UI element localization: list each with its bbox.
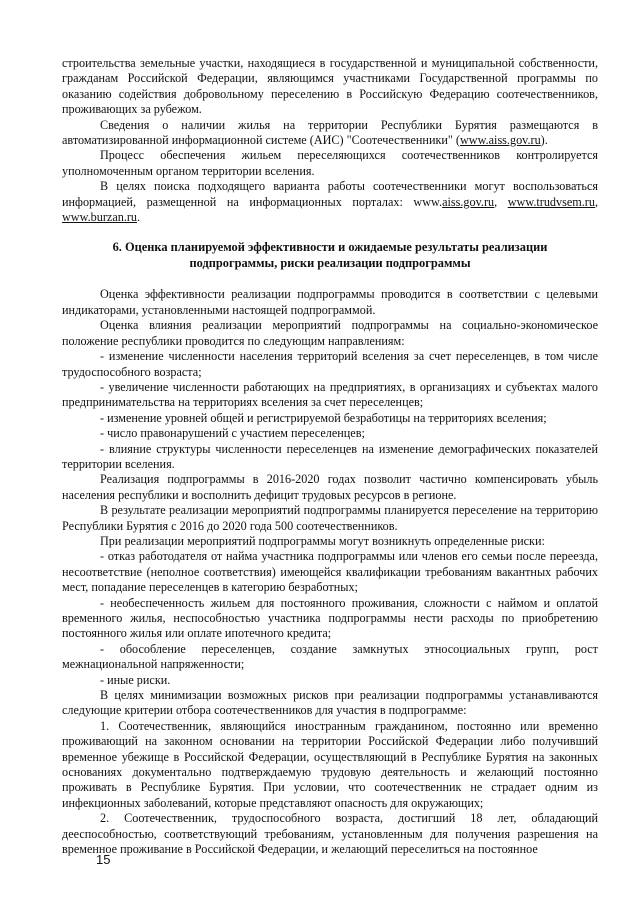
aiss-portal-link[interactable]: aiss.gov.ru: [442, 194, 495, 209]
body-paragraph: При реализации мероприятий подпрограммы могут возникнуть определенные риски:: [100, 533, 545, 548]
paragraph-land: строительства земельные участки, находящиеся в государственной и муниципальной собственности, гражданам Российской Федерации, являющимся участниками Государственной программы по оказанию содействия добровольному переселению в Российскую Федерацию соотечественников, проживающих за рубежом.: [62, 56, 598, 117]
list-item: - необеспеченность жильем для постоянного проживания, сложности с наймом и оплатой временного жилья, неспособностью участника подпрограммы нести расходы по приобретению постоянного жилья или оплате ипотечного кредита;: [62, 595, 598, 641]
body-paragraph: В результате реализации мероприятий подпрограммы планируется переселение на территорию Республики Бурятия с 2016 до 2020 года 500 соотечественников.: [62, 503, 598, 533]
list-item: - увеличение численности работающих на предприятиях, в организациях и субъектах малого предпринимательства на территориях вселения за счет переселенцев;: [62, 379, 598, 410]
section-heading-line1: 6. Оценка планируемой эффективности и ожидаемые результаты реализации: [112, 240, 548, 255]
period: .: [137, 210, 141, 225]
burzan-link[interactable]: www.burzan.ru: [62, 210, 138, 225]
paragraph-job-search: [62, 179, 598, 225]
body-paragraph: Оценка влияния реализации мероприятий подпрограммы на социально-экономическое положение республики проводится по следующим направлениям:: [62, 318, 598, 348]
separator: ,: [594, 194, 598, 209]
paragraph-housing-control: Процесс обеспечения жильем переселяющихся соотечественников контролируется уполномоченным органом территории вселения.: [62, 148, 598, 178]
page-number: 15: [96, 852, 111, 867]
list-item: - влияние структуры численности переселенцев на изменение демографических показателей территории вселения.: [62, 441, 598, 471]
criteria-item: 1. Соотечественник, являющийся иностранным гражданином, постоянно или временно проживающий на законном основании на территории Российской Федерации либо получивший временное убежище в Российской Федерации, осуществляющий в Республике Бурятия на законных основаниях документально подтверждаемую трудовую деятельность и желающий постоянно проживать в Республике Бурятия. При условии, что соотечественник не страдает одним из инфекционных заболеваний, которые представляют опасность для окружающих;: [62, 718, 598, 810]
paragraph-housing-info: [62, 118, 598, 149]
list-item: - обособление переселенцев, создание замкнутых этносоциальных групп, рост межнациональной напряженности;: [62, 641, 598, 672]
list-item: - изменение численности населения территорий вселения за счет переселенцев, в том числе трудоспособного возраста;: [62, 349, 598, 379]
section-heading-line2: подпрограммы, риски реализации подпрограммы: [189, 256, 471, 271]
body-paragraph: Реализация подпрограммы в 2016-2020 годах позволит частично компенсировать убыль населения республики и восполнить дефицит трудовых ресурсов в регионе.: [62, 472, 598, 502]
job-search-text: В целях поиска подходящего варианта работы соотечественники могут воспользоваться информацией, размещенной на информационных порталах: www.: [62, 179, 598, 209]
list-item: - изменение уровней общей и регистрируемой безработицы на территориях вселения;: [100, 410, 547, 425]
section-heading: [62, 239, 598, 271]
housing-text-end: ).: [540, 133, 548, 148]
housing-text: Сведения о наличии жилья на территории Республики Бурятия размещаются в автоматизированной информационной системе (АИС) "Соотечественники" (: [62, 117, 598, 148]
aiss-link[interactable]: www.aiss.gov.ru: [459, 133, 541, 148]
separator: ,: [494, 194, 508, 209]
list-item: - иные риски.: [100, 672, 171, 687]
document-page: [62, 56, 598, 858]
list-item: - отказ работодателя от найма участника подпрограммы или членов его семьи после переезда, несоответствие (неполное соответствия) имеющейся квалификации требованиям вакантных рабочих мест, попадание переселенцев в категорию безработных;: [62, 549, 598, 595]
body-paragraph: В целях минимизации возможных рисков при реализации подпрограммы устанавливаются следующие критерии отбора соотечественников для участия в подпрограмме:: [62, 688, 598, 718]
list-item: - число правонарушений с участием переселенцев;: [100, 426, 365, 441]
criteria-item: 2. Соотечественник, трудоспособного возраста, достигший 18 лет, обладающий дееспособностью, соответствующий требованиям, установленным для получения разрешения на временное проживание в Российской Федерации, и желающий переселиться на постоянное: [62, 811, 598, 857]
body-paragraph: Оценка эффективности реализации подпрограммы проводится в соответствии с целевыми индикаторами, установленными настоящей подпрограммой.: [62, 287, 598, 317]
trudvsem-link[interactable]: www.trudvsem.ru: [507, 194, 595, 209]
